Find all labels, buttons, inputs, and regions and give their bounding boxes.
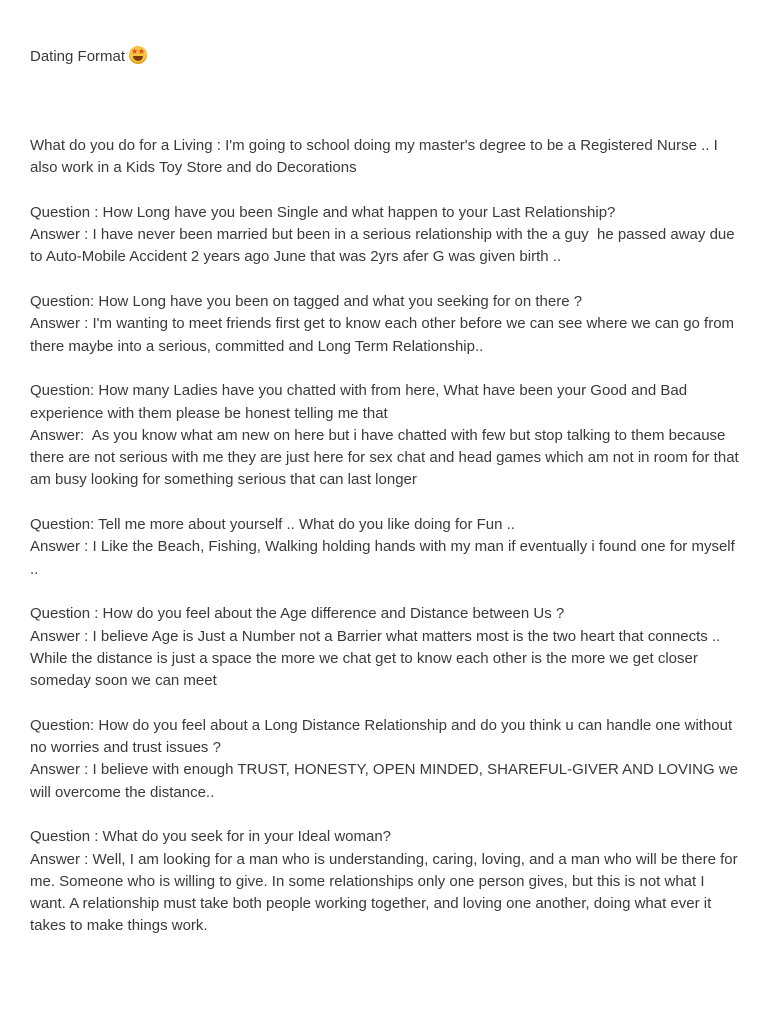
- question-text: Question : What do you seek for in your Ideal woman?: [30, 828, 392, 846]
- answer-text: Answer : I believe with enough TRUST, HONESTY, OPEN MINDED, SHAREFUL-GIVER AND LOVING we will overcome the distance..: [30, 761, 743, 801]
- question-text: Question: Tell me more about yourself .. What do you like doing for Fun ..: [30, 516, 515, 534]
- qa-block: [30, 291, 742, 358]
- document-title: Dating Format: [30, 48, 126, 65]
- answer-text: Answer : I have never been married but been in a serious relationship with the a guy he passed away due to Auto-Mobile Accident 2 years ago June that was 2yrs afer G was given birth ..: [30, 226, 739, 266]
- answer-text: Answer : Well, I am looking for a man who is understanding, caring, loving, and a man who will be there for me. Someone who is willing to give. In some relationships only one person gives, but this is not what I want. A relationship must take both people working together, and loving one another, doing what ever it takes to make things work.: [30, 850, 742, 935]
- question-text: Question : How Long have you been Single and what happen to your Last Relationship?: [30, 203, 616, 221]
- qa-block: [30, 603, 742, 692]
- question-text: Question : How do you feel about the Age difference and Distance between Us ?: [30, 605, 565, 623]
- qa-content: [30, 135, 742, 960]
- qa-block: [30, 826, 742, 937]
- question-text: Question: How many Ladies have you chatted with from here, What have been your Good and Bad experience with them please be honest telling me that: [30, 382, 692, 422]
- question-text: Question: How do you feel about a Long Distance Relationship and do you think u can handle one without no worries and trust issues ?: [30, 716, 737, 757]
- paragraph-text: What do you do for a Living : I'm going to school doing my master's degree to be a Registered Nurse .. I also work in a Kids Toy Store and do Decorations: [30, 137, 722, 177]
- qa-block: [30, 715, 742, 804]
- document-title-row: [30, 46, 147, 68]
- qa-block: [30, 135, 742, 180]
- qa-block: [30, 514, 742, 581]
- answer-text: Answer: As you know what am new on here but i have chatted with few but stop talking to them because there are not serious with me they are just here for sex chat and head games which am not in room for that am busy looking for something serious that can last longer: [30, 426, 743, 489]
- answer-text: Answer : I Like the Beach, Fishing, Walking holding hands with my man if eventually i found one for myself ..: [30, 538, 739, 578]
- answer-text: Answer : I'm wanting to meet friends first get to know each other before we can see where we can go from there maybe into a serious, committed and Long Term Relationship..: [30, 315, 739, 355]
- qa-block: [30, 380, 742, 491]
- qa-block: [30, 202, 742, 269]
- question-text: Question: How Long have you been on tagged and what you seeking for on there ?: [30, 293, 583, 311]
- star-struck-face-icon: ★ ★: [129, 46, 147, 64]
- answer-text: Answer : I believe Age is Just a Number not a Barrier what matters most is the two heart that connects .. While the distance is just a space the more we chat get to know each other is the more we get closer someday soon we can meet: [30, 627, 725, 690]
